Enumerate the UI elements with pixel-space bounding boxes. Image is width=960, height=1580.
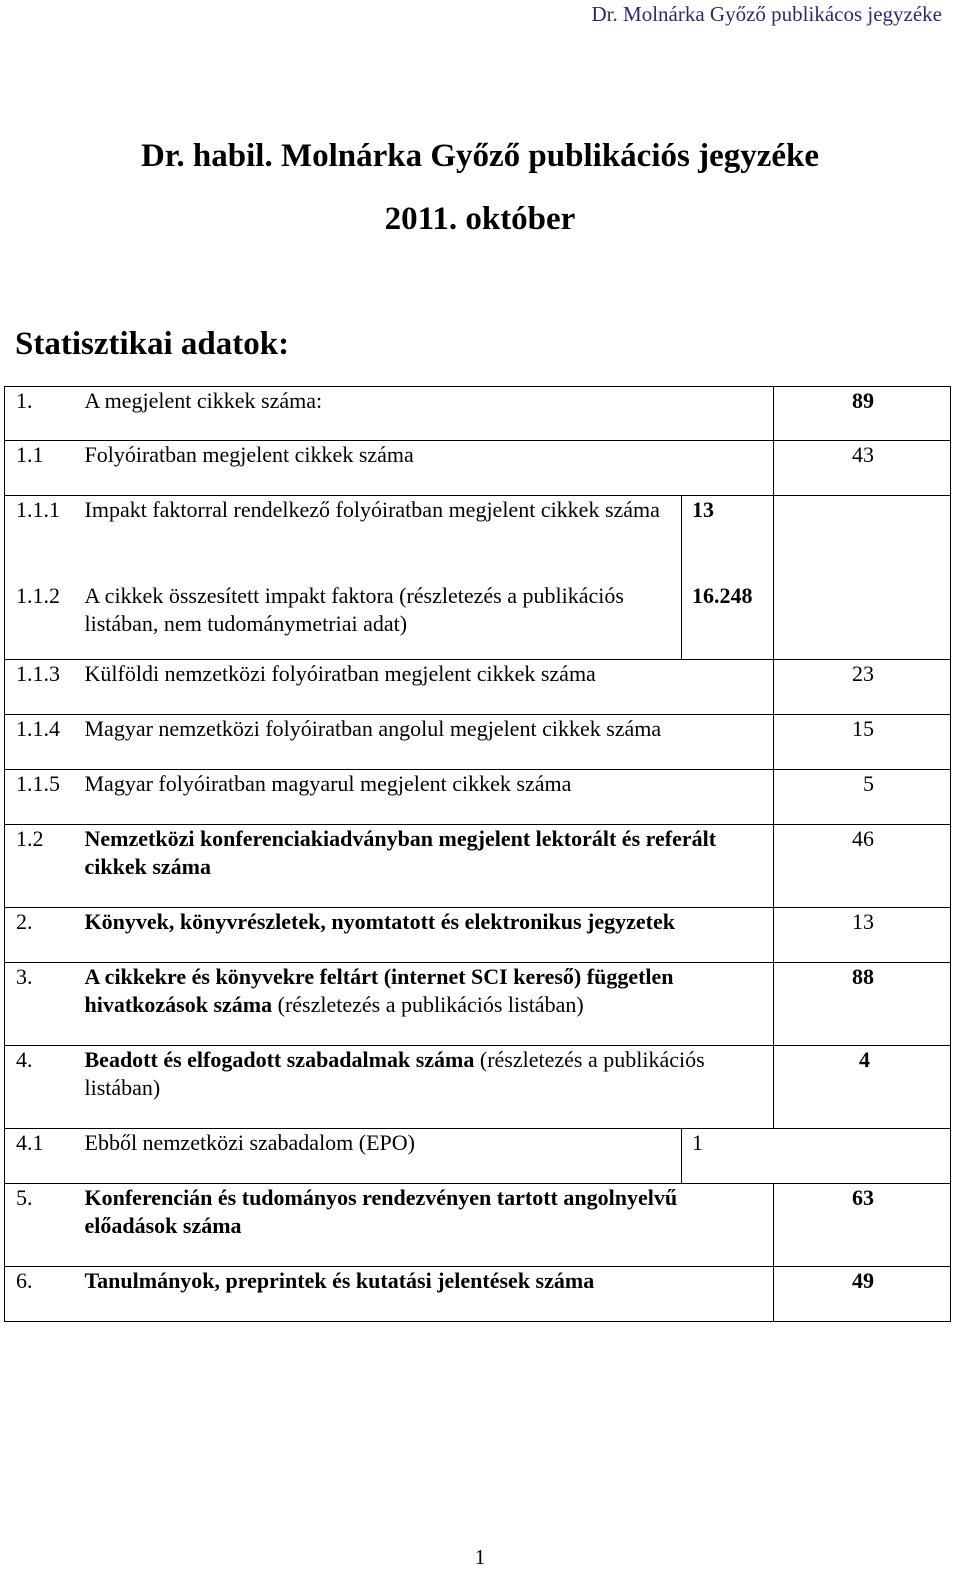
table-row [5,1046,951,1129]
table-row [5,578,951,660]
table-row [5,496,951,578]
document-title: Dr. habil. Molnárka Győző publikációs jegyzéke [140,138,820,174]
row-label: A cikkek összesített impakt faktora (részletezés a publikációs listában, nem tudománymetriai adat) [77,578,682,660]
row-number: 4. [5,1046,77,1129]
row-label: Magyar nemzetközi folyóiratban angolul megjelent cikkek száma [77,715,774,770]
row-label: Könyvek, könyvrészletek, nyomtatott és elektronikus jegyzetek [77,908,774,963]
row-number: 5. [5,1184,77,1267]
row-label: A megjelent cikkek száma: [77,387,774,441]
row-value: 88 [774,963,951,1046]
row-value: 4 [774,1046,951,1129]
row-mid-value: 1 [682,1129,951,1184]
row-label-bold: Beadott és elfogadott szabadalmak száma [84,1047,475,1072]
table-row [5,715,951,770]
row-label [77,1046,774,1129]
row-label: Nemzetközi konferenciakiadványban megjelent lektorált és referált cikkek száma [77,825,774,908]
table-row [5,1267,951,1322]
row-label-bold: A cikkekre és könyvekre feltárt (internet SCI kereső) független hivatkozások száma [84,964,674,1017]
row-value: 23 [774,660,951,715]
row-label: Konferencián és tudományos rendezvényen tartott angolnyelvű előadások száma [77,1184,774,1267]
table-row [5,387,951,441]
row-value: 63 [774,1184,951,1267]
row-number: 4.1 [5,1129,77,1184]
row-value-empty [774,496,951,578]
table-row [5,1184,951,1267]
row-value: 89 [774,387,951,441]
table-row [5,908,951,963]
row-value: 43 [774,441,951,496]
row-number: 1.1.5 [5,770,77,825]
row-label: Tanulmányok, preprintek és kutatási jelentések száma [77,1267,774,1322]
row-number: 1.1 [5,441,77,496]
document-date: 2011. október [384,201,576,237]
row-number: 3. [5,963,77,1046]
row-label: Magyar folyóiratban magyarul megjelent cikkek száma [77,770,774,825]
row-value: 13 [774,908,951,963]
row-number: 1.1.1 [5,496,77,578]
row-number: 1.1.2 [5,578,77,660]
table-row [5,825,951,908]
row-number: 1.2 [5,825,77,908]
row-value: 49 [774,1267,951,1322]
table-row [5,441,951,496]
page-number: 1 [474,1545,486,1569]
row-label: Impakt faktorral rendelkező folyóiratban megjelent cikkek száma [77,496,682,578]
row-number: 1.1.3 [5,660,77,715]
row-number: 6. [5,1267,77,1322]
row-value: 5 [774,770,951,825]
statistics-table [4,386,951,1322]
row-label: Folyóiratban megjelent cikkek száma [77,441,774,496]
table-row [5,660,951,715]
row-label [77,963,774,1046]
section-title: Statisztikai adatok: [15,326,290,362]
row-value: 46 [774,825,951,908]
row-value: 15 [774,715,951,770]
table-row [5,1129,951,1184]
table-row [5,963,951,1046]
table-row [5,770,951,825]
row-label-rest: (részletezés a publikációs listában) [84,1047,705,1100]
row-number: 1.1.4 [5,715,77,770]
row-mid-value: 13 [682,496,774,578]
row-label: Külföldi nemzetközi folyóiratban megjelent cikkek száma [77,660,774,715]
row-mid-value: 16.248 [682,578,774,660]
running-header: Dr. Molnárka Győző publikácos jegyzéke [591,2,942,26]
row-number: 2. [5,908,77,963]
row-label-rest: (részletezés a publikációs listában) [272,992,584,1017]
row-label: Ebből nemzetközi szabadalom (EPO) [77,1129,682,1184]
row-value-empty [774,578,951,660]
row-number: 1. [5,387,77,441]
